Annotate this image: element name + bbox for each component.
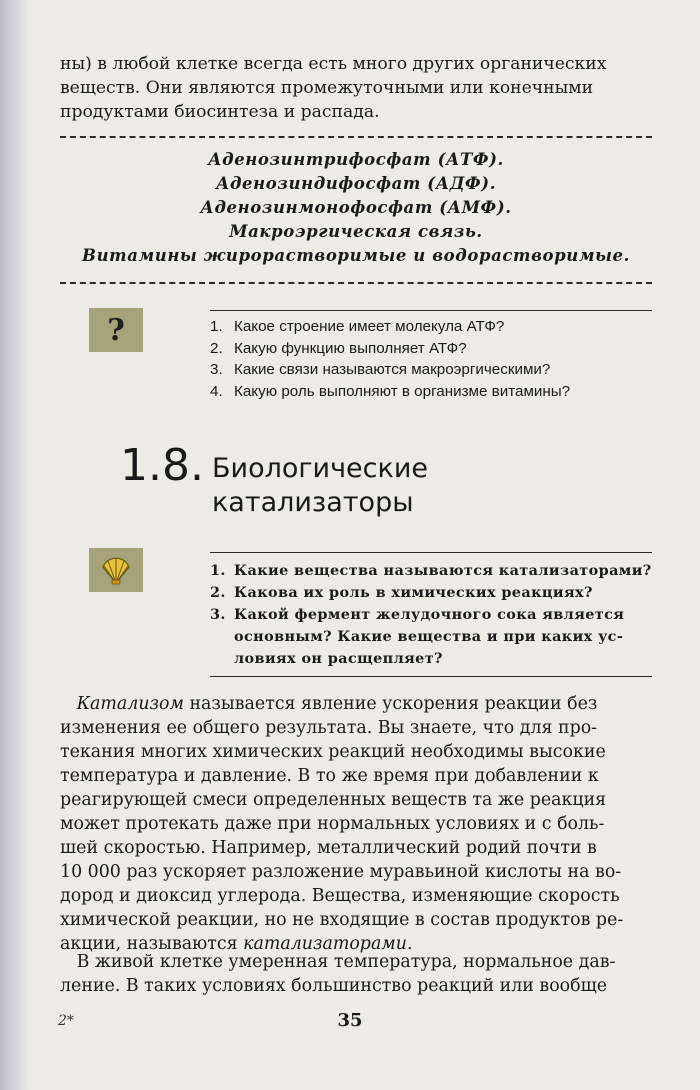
key-term: Витамины жирорастворимые и водорастворимые. (82, 246, 630, 265)
recall-questions (210, 560, 652, 670)
text-line: ление. В таких условиях большинство реакций или вообще (60, 976, 608, 996)
text-line: температура и давление. В то же время при добавлении к (60, 766, 599, 786)
list-item: 2. Какова их роль в химических реакциях? (210, 584, 593, 601)
shell-icon-graphic (99, 555, 133, 585)
text-line: Катализом называется явление ускорения реакции без (76, 694, 598, 714)
top-paragraph (60, 52, 652, 124)
book-page (60, 0, 652, 1090)
key-term: Аденозинтрифосфат (АТФ). (208, 150, 504, 169)
list-item-continuation: ловиях он расщепляет? (234, 650, 443, 667)
review-questions (210, 316, 652, 402)
key-term: Макроэргическая связь. (229, 222, 483, 241)
text-line: продуктами биосинтеза и распада. (60, 102, 380, 122)
text-line: может протекать даже при нормальных условиях и с боль- (60, 814, 605, 834)
key-term: Аденозинмонофосфат (АМФ). (200, 198, 512, 217)
key-terms-block (60, 148, 652, 268)
list-item: 1. Какое строение имеет молекула АТФ? (210, 318, 505, 335)
question-mark-glyph: ? (107, 312, 125, 348)
key-term: Аденозиндифосфат (АДФ). (215, 174, 497, 193)
shell-icon (89, 548, 143, 592)
page-number: 35 (337, 1010, 363, 1031)
text-line: химической реакции, но не входящие в состав продуктов ре- (60, 910, 624, 930)
body-paragraph-1 (60, 692, 652, 956)
text-line: акции, называются катализаторами. (60, 934, 413, 954)
text-line: ны) в любой клетке всегда есть много других органических (60, 54, 607, 74)
term-catalysis: Катализом (76, 694, 184, 714)
section-title-line: Биологические (212, 453, 428, 484)
dashed-divider-bottom (60, 282, 652, 284)
dashed-divider-top (60, 136, 652, 138)
list-item: 1. Какие вещества называются катализаторами? (210, 562, 652, 579)
question-mark-icon (89, 308, 143, 352)
text-line: изменения ее общего результата. Вы знаете, что для про- (60, 718, 598, 738)
book-spine-shadow (0, 0, 30, 1090)
list-item: 4. Какую роль выполняют в организме витамины? (210, 382, 571, 400)
text-line: дород и диоксид углерода. Вещества, изменяющие скорость (60, 886, 620, 906)
body-paragraph-2 (60, 950, 652, 998)
list-item-continuation: основным? Какие вещества и при каких ус- (234, 628, 624, 645)
text-line: реагирующей смеси определенных веществ та же реакция (60, 790, 607, 810)
list-item: 3. Какой фермент желудочного сока является (210, 606, 625, 623)
term-catalysts: катализаторами (243, 934, 407, 954)
section-title-line: катализаторы (212, 487, 414, 518)
list-item: 2. Какую функцию выполняет АТФ? (210, 339, 467, 357)
text-line: шей скоростью. Например, металлический родий почти в (60, 838, 597, 858)
review-rule (210, 310, 652, 311)
text-line: текания многих химических реакций необходимы высокие (60, 742, 606, 762)
list-item: 3. Какие связи называются макроэргическими? (210, 361, 551, 378)
text-line: веществ. Они являются промежуточными или конечными (60, 78, 594, 98)
section-title (212, 452, 428, 520)
text-line: В живой клетке умеренная температура, нормальное дав- (76, 952, 616, 972)
recall-rule-top (210, 552, 652, 553)
section-number: 1.8. (120, 440, 204, 491)
signature-mark: 2* (58, 1013, 74, 1029)
recall-rule-bottom (210, 676, 652, 677)
text-line: 10 000 раз ускоряет разложение муравьиной кислоты на во- (60, 862, 622, 882)
